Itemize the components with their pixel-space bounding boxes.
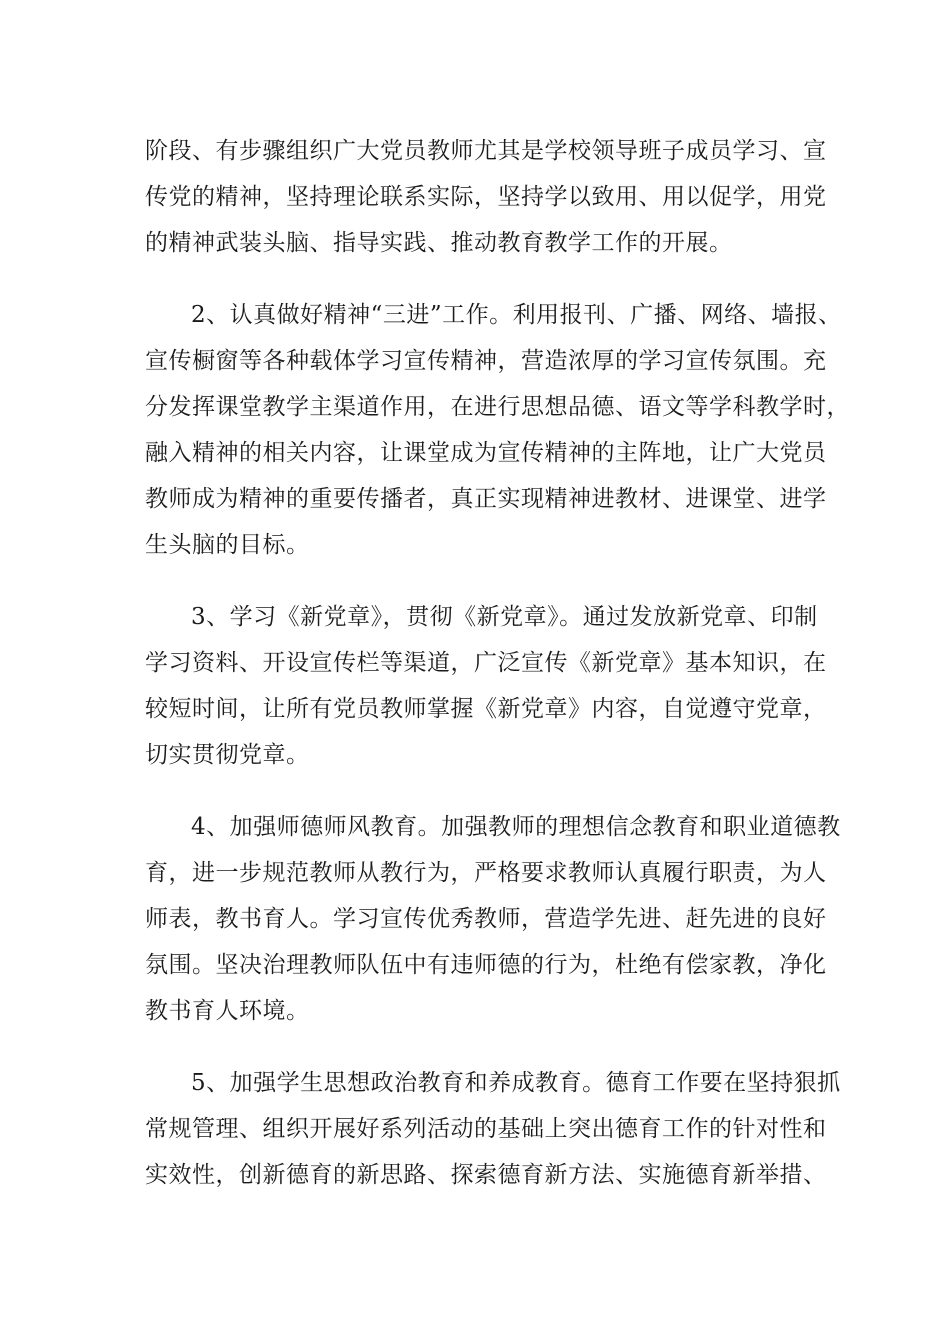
text-line: 师表，教书育人。学习宣传优秀教师，营造学先进、赶先进的良好 (145, 906, 827, 932)
paragraph-item-2 (145, 292, 850, 568)
paragraph-item-4 (145, 804, 841, 1034)
document-body (145, 128, 850, 1224)
text-line: 较短时间，让所有党员教师掌握《新党章》内容，自觉遵守党章， (145, 696, 827, 722)
text-line: 生头脑的目标。 (145, 532, 310, 558)
text-line: 分发挥课堂教学主渠道作用，在进行思想品德、语文等学科教学时， (145, 394, 850, 420)
paragraph-item-5 (145, 1060, 841, 1198)
paragraph-item-3 (145, 594, 825, 778)
text-line: 2、认真做好精神“三进”工作。利用报刊、广播、网络、墙报、 (191, 302, 842, 328)
text-line: 切实贯彻党章。 (145, 742, 310, 768)
text-line: 3、学习《新党章》，贯彻《新党章》。通过发放新党章、印制 (191, 604, 818, 630)
text-line: 实效性，创新德育的新思路、探索德育新方法、实施德育新举措、 (145, 1162, 827, 1188)
text-line: 4、加强师德师风教育。加强教师的理想信念教育和职业道德教 (191, 814, 841, 840)
text-line: 育，进一步规范教师从教行为，严格要求教师认真履行职责，为人 (145, 860, 827, 886)
text-line: 阶段、有步骤组织广大党员教师尤其是学校领导班子成员学习、宣 (145, 138, 827, 164)
text-line: 教书育人环境。 (145, 998, 310, 1024)
text-line: 融入精神的相关内容，让课堂成为宣传精神的主阵地，让广大党员 (145, 440, 827, 466)
text-line: 5、加强学生思想政治教育和养成教育。德育工作要在坚持狠抓 (191, 1070, 841, 1096)
text-line: 传党的精神，坚持理论联系实际，坚持学以致用、用以促学，用党 (145, 184, 827, 210)
paragraph-continuation (145, 128, 825, 266)
text-line: 宣传橱窗等各种载体学习宣传精神，营造浓厚的学习宣传氛围。充 (145, 348, 827, 374)
text-line: 教师成为精神的重要传播者，真正实现精神进教材、进课堂、进学 (145, 486, 827, 512)
text-line: 常规管理、组织开展好系列活动的基础上突出德育工作的针对性和 (145, 1116, 827, 1142)
text-line: 的精神武装头脑、指导实践、推动教育教学工作的开展。 (145, 230, 733, 256)
text-line: 学习资料、开设宣传栏等渠道，广泛宣传《新党章》基本知识，在 (145, 650, 827, 676)
text-line: 氛围。坚决治理教师队伍中有违师德的行为，杜绝有偿家教，净化 (145, 952, 827, 978)
